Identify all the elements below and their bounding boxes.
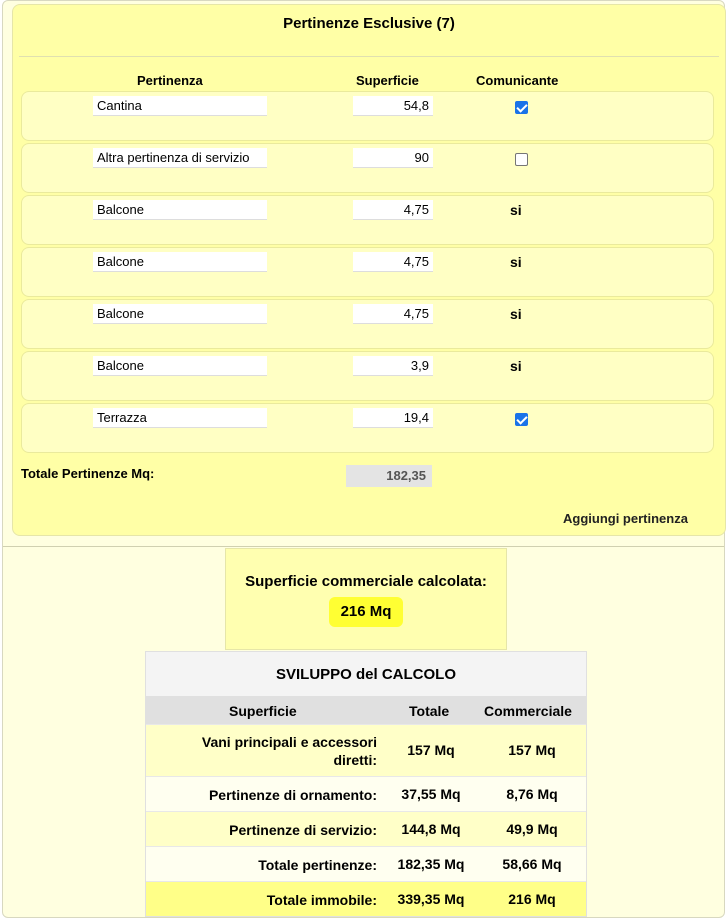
calc-row-totale: 182,35 Mq	[397, 856, 465, 872]
calc-row	[146, 811, 586, 846]
divider	[3, 546, 724, 547]
aggiungi-pertinenza-button[interactable]: Aggiungi pertinenza	[563, 511, 688, 526]
pertinenze-panel	[12, 4, 726, 536]
comunicante-text: si	[510, 202, 522, 218]
calc-row-label: Totale pertinenze:	[258, 857, 377, 873]
main-container	[2, 0, 725, 918]
superficie-field[interactable]: 4,75	[353, 252, 433, 272]
calc-row-totale: 144,8 Mq	[401, 821, 461, 837]
panel-title: Pertinenze Esclusive (7)	[283, 15, 455, 32]
calc-row-totale: 157 Mq	[407, 742, 455, 758]
calc-header-totale: Totale	[409, 703, 450, 719]
superficie-field[interactable]: 4,75	[353, 200, 433, 220]
calc-row	[146, 846, 586, 881]
calc-header-commerciale: Commerciale	[484, 703, 572, 719]
pertinenza-name-field[interactable]: Balcone	[93, 252, 267, 272]
pertinenza-name-field[interactable]: Altra pertinenza di servizio	[93, 148, 267, 168]
comunicante-checkbox[interactable]	[515, 413, 528, 426]
calc-header-superficie: Superficie	[229, 703, 297, 719]
pertinenza-row	[21, 143, 714, 193]
calc-row-commerciale: 49,9 Mq	[506, 821, 558, 837]
calc-row-commerciale: 157 Mq	[508, 742, 556, 758]
divider	[19, 56, 719, 57]
calc-row-label: Pertinenze di servizio:	[229, 822, 377, 838]
pertinenza-name-field[interactable]: Balcone	[93, 304, 267, 324]
totale-pertinenze-label: Totale Pertinenze Mq:	[21, 466, 155, 481]
pertinenza-row	[21, 91, 714, 141]
superficie-commerciale-box	[225, 548, 507, 650]
calc-row	[146, 724, 586, 776]
header-superficie: Superficie	[356, 73, 419, 88]
superficie-field[interactable]: 4,75	[353, 304, 433, 324]
calc-row-label: Pertinenze di ornamento:	[208, 787, 377, 803]
totale-pertinenze-value: 182,35	[346, 465, 432, 487]
pertinenza-name-field[interactable]: Balcone	[93, 356, 267, 376]
calc-row	[146, 881, 586, 916]
superficie-field[interactable]: 54,8	[353, 96, 433, 116]
superficie-field[interactable]: 19,4	[353, 408, 433, 428]
calc-row-commerciale: 216 Mq	[508, 891, 556, 907]
comunicante-text: si	[510, 358, 522, 374]
calc-title: SVILUPPO del CALCOLO	[275, 666, 456, 683]
comunicante-checkbox[interactable]	[515, 153, 528, 166]
comunicante-text: si	[510, 254, 522, 270]
pertinenza-row	[21, 195, 714, 245]
calc-row-commerciale: 8,76 Mq	[506, 786, 558, 802]
superficie-commerciale-value: 216 Mq	[329, 597, 403, 627]
pertinenza-row	[21, 403, 714, 453]
sviluppo-calcolo-table	[145, 651, 587, 917]
pertinenza-name-field[interactable]: Balcone	[93, 200, 267, 220]
calc-row-commerciale: 58,66 Mq	[502, 856, 562, 872]
comunicante-text: si	[510, 306, 522, 322]
calc-row-totale: 339,35 Mq	[397, 891, 465, 907]
calc-row	[146, 776, 586, 811]
pertinenza-name-field[interactable]: Cantina	[93, 96, 267, 116]
pertinenza-name-field[interactable]: Terrazza	[93, 408, 267, 428]
comunicante-checkbox[interactable]	[515, 101, 528, 114]
superficie-commerciale-title: Superficie commerciale calcolata:	[245, 573, 487, 590]
pertinenza-row	[21, 351, 714, 401]
superficie-field[interactable]: 3,9	[353, 356, 433, 376]
calc-row-label: Totale immobile:	[266, 892, 377, 908]
calc-header-row	[146, 696, 586, 724]
calc-row-label: Vani principali e accessori diretti:	[201, 734, 377, 768]
pertinenza-row	[21, 247, 714, 297]
header-pertinenza: Pertinenza	[137, 73, 203, 88]
pertinenza-row	[21, 299, 714, 349]
header-comunicante: Comunicante	[476, 73, 559, 88]
superficie-field[interactable]: 90	[353, 148, 433, 168]
calc-row-totale: 37,55 Mq	[401, 786, 461, 802]
